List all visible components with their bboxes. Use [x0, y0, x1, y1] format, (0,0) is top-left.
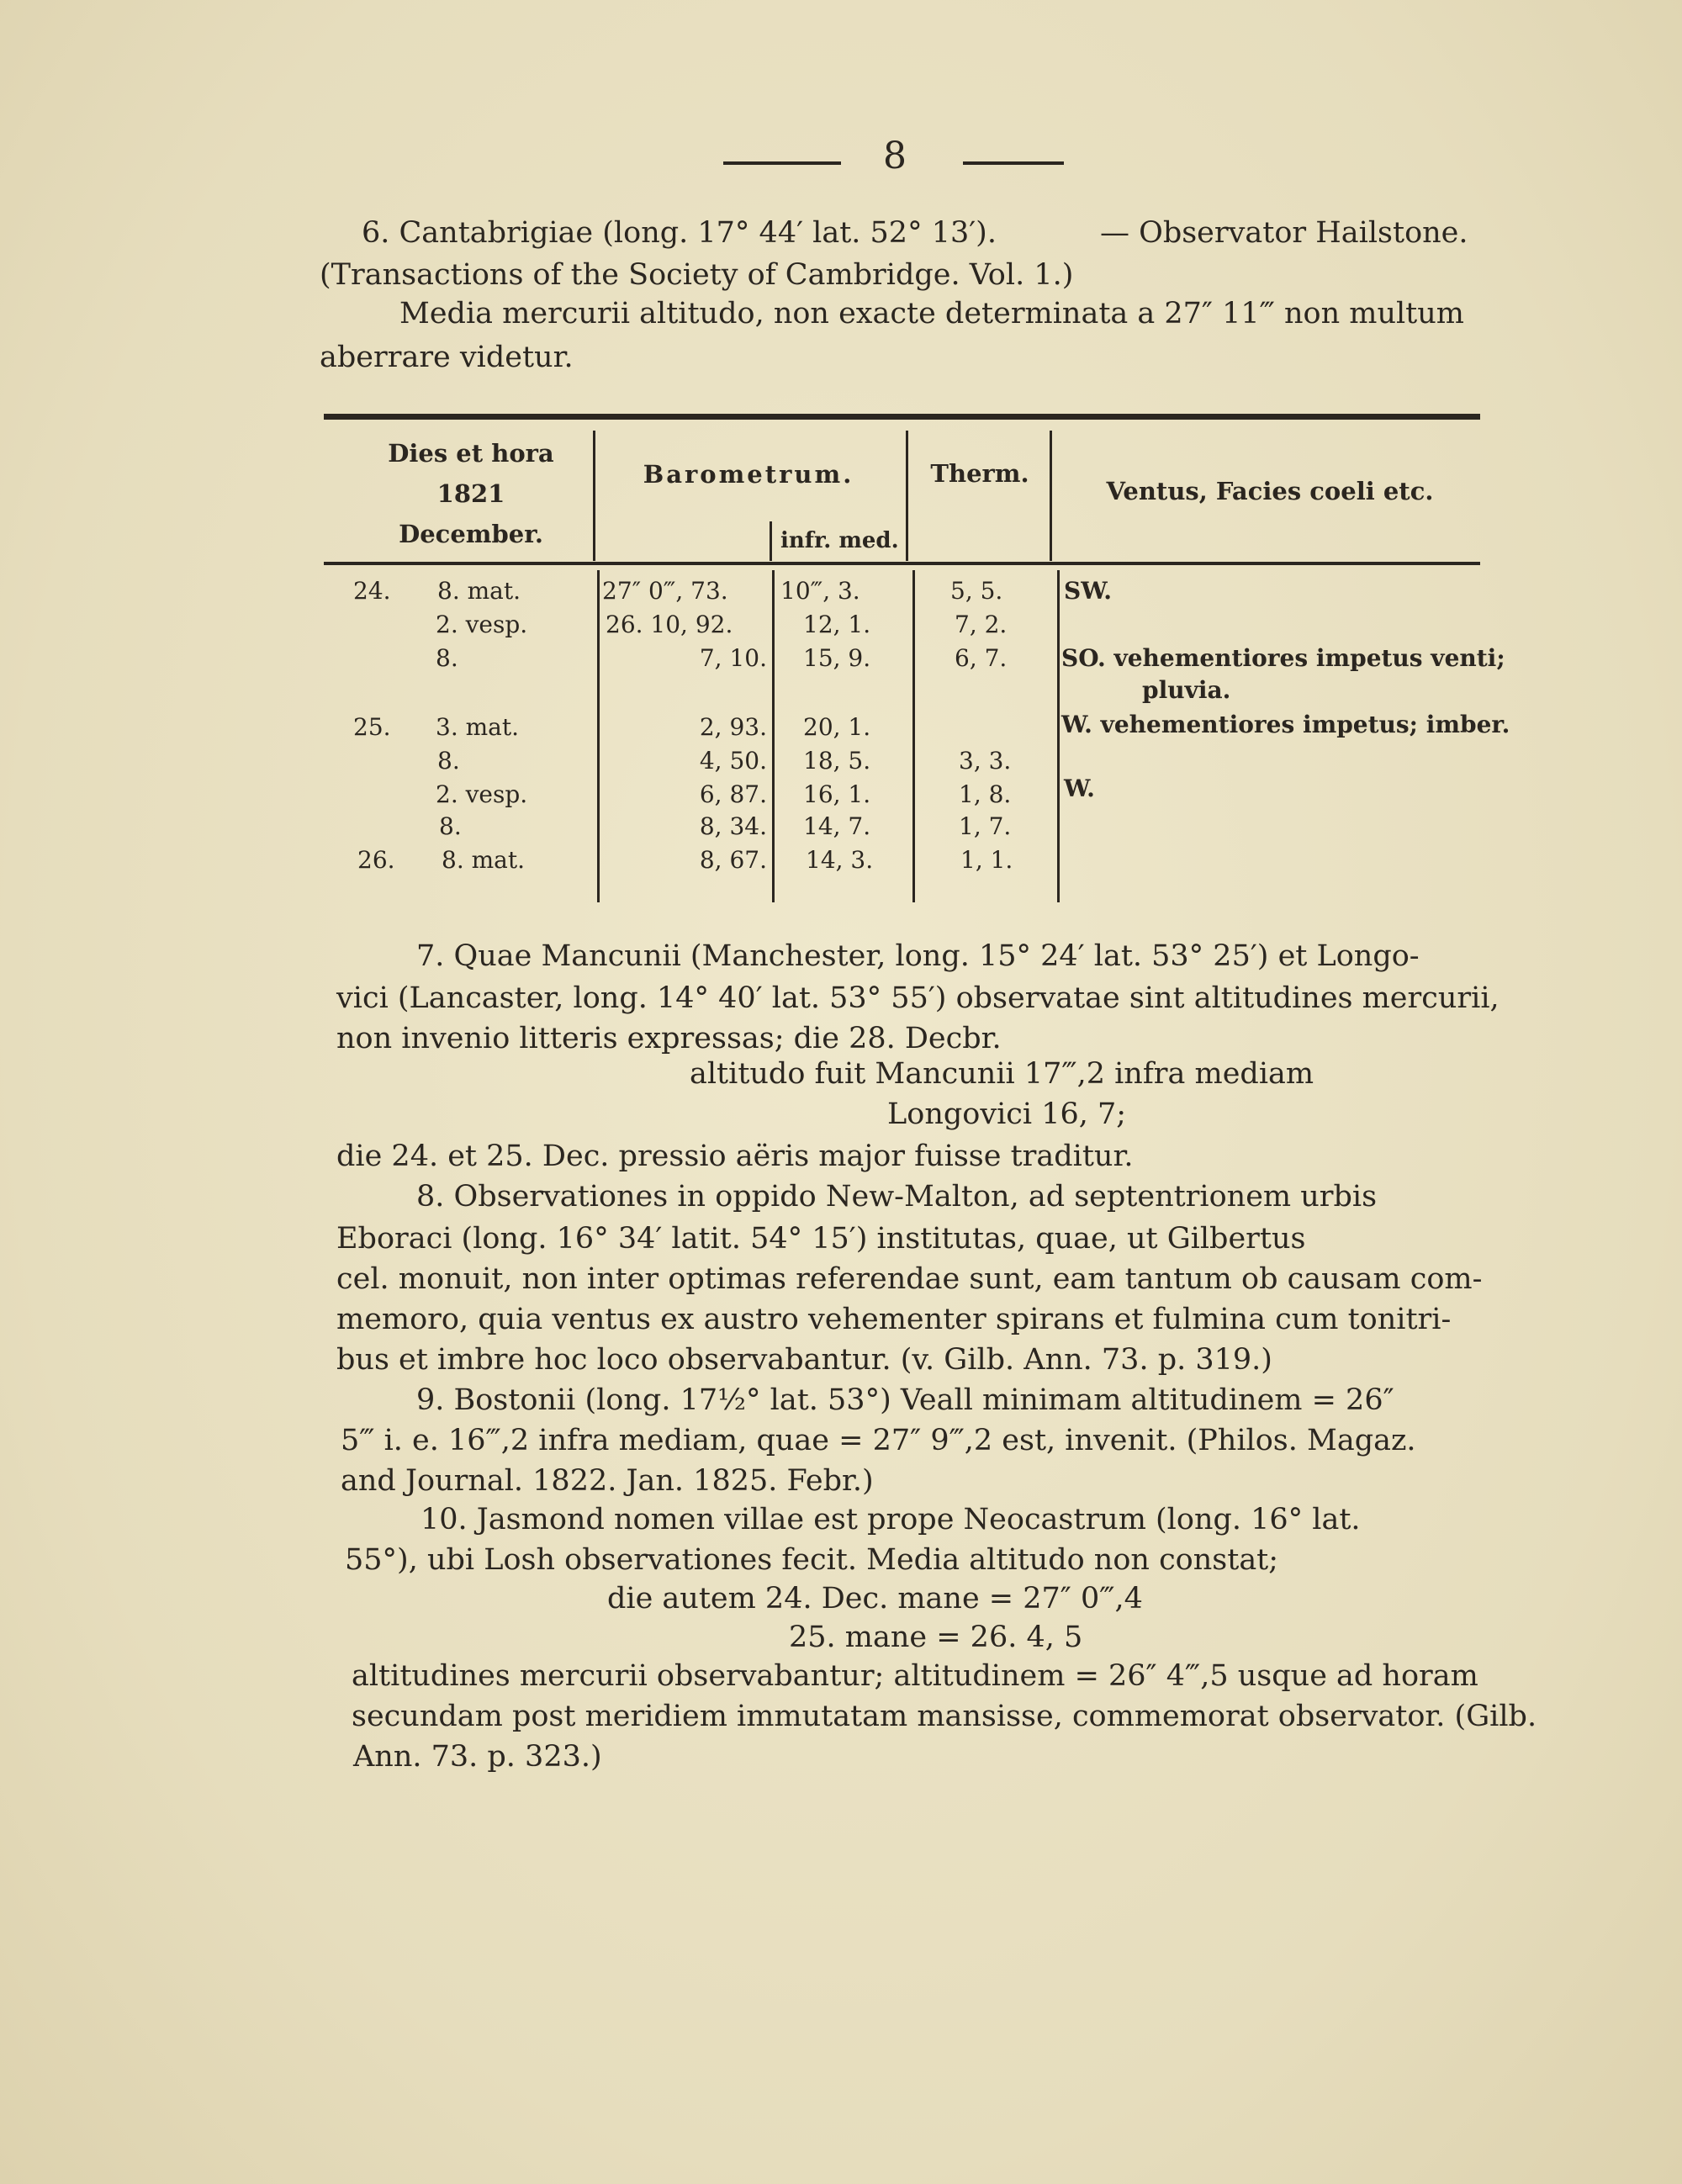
table-row-3-wind: SO. vehementiores impetus venti;: [1061, 644, 1505, 672]
table-row-7-infr: 16, 1.: [803, 780, 871, 808]
section10-line5: altitudines mercurii observabantur; altitudinem = 26″ 4‴,5 usque ad horam: [352, 1659, 1478, 1693]
header-day-3: December.: [399, 520, 543, 548]
table-row-5-baro: 2, 93.: [699, 713, 767, 741]
section8-line2: Eboraci (long. 16° 34′ latit. 54° 15′) institutas, quae, ut Gilbertus: [336, 1222, 1306, 1256]
table-row-2-infr: 12, 1.: [803, 611, 871, 638]
section6-line1a: 6. Cantabrigiae (long. 17° 44′ lat. 52° 13′).: [362, 216, 997, 250]
header-infr-med: infr. med.: [780, 528, 899, 553]
section8-line1: 8. Observationes in oppido New-Malton, ad septentrionem urbis: [416, 1180, 1378, 1214]
table-row-3-infr: 15, 9.: [803, 644, 871, 672]
header-day-2: 1821: [436, 479, 505, 508]
table-row-1-infr: 10‴, 3.: [780, 577, 860, 605]
section6-line1b: — Observator Hailstone.: [1100, 216, 1468, 250]
body-divider-4: [1057, 570, 1060, 902]
section10-line3: die autem 24. Dec. mane = 27″ 0‴,4: [607, 1582, 1143, 1616]
table-row-7-wind: W.: [1064, 775, 1095, 802]
section7-line4: altitudo fuit Mancunii 17‴,2 infra mediam: [690, 1057, 1314, 1091]
table-header-rule: [324, 562, 1480, 565]
table-row-1-hour: 8. mat.: [437, 577, 521, 605]
section10-line1: 10. Jasmond nomen villae est prope Neocastrum (long. 16° lat.: [420, 1503, 1361, 1536]
section9-line1: 9. Bostonii (long. 17½° lat. 53°) Veall minimam altitudinem = 26″: [416, 1383, 1394, 1417]
header-barometrum: Barometrum.: [643, 460, 854, 489]
body-divider-3: [912, 570, 915, 902]
section7-line6: die 24. et 25. Dec. pressio aëris major fuisse traditur.: [336, 1140, 1134, 1173]
section10-line6: secundam post meridiem immutatam mansisse, commemorat observator. (Gilb.: [352, 1700, 1537, 1733]
section10-line7: Ann. 73. p. 323.): [353, 1740, 602, 1774]
table-row-3-baro: 7, 10.: [699, 644, 767, 672]
table-row-8-baro: 8, 34.: [699, 812, 767, 840]
section7-line2: vici (Lancaster, long. 14° 40′ lat. 53° 55′) observatae sint altitudines mercurii,: [336, 981, 1500, 1015]
header-baro-sub-divider: [770, 521, 772, 561]
table-row-7-therm: 1, 8.: [959, 780, 1012, 808]
table-row-9-infr: 14, 3.: [806, 846, 874, 874]
section7-line3: non invenio litteris expressas; die 28. Decbr.: [336, 1022, 1002, 1055]
table-row-8-hour: 8.: [439, 812, 462, 840]
body-divider-1: [597, 570, 600, 902]
table-row-1-therm: 5, 5.: [950, 577, 1003, 605]
body-divider-2: [772, 570, 775, 902]
table-row-6-hour: 8.: [437, 747, 460, 775]
header-day-1: Dies et hora: [388, 439, 554, 468]
section6-line3: Media mercurii altitudo, non exacte determinata a 27″ 11‴ non multum: [399, 297, 1464, 331]
section9-line3: and Journal. 1822. Jan. 1825. Febr.): [341, 1464, 874, 1498]
section8-line4: memoro, quia ventus ex austro vehementer spirans et fulmina cum tonitri-: [336, 1303, 1452, 1336]
section9-line2: 5‴ i. e. 16‴,2 infra mediam, quae = 27″ 9‴,2 est, invenit. (Philos. Magaz.: [341, 1424, 1416, 1457]
table-row-8-infr: 14, 7.: [803, 812, 871, 840]
table-row-3-therm: 6, 7.: [955, 644, 1008, 672]
table-row-9-day: 26.: [357, 846, 395, 874]
page-number: 8: [883, 135, 907, 177]
table-row-7-hour: 2. vesp.: [436, 780, 528, 808]
section10-line2: 55°), ubi Losh observationes fecit. Media altitudo non constat;: [345, 1543, 1279, 1577]
table-row-6-baro: 4, 50.: [699, 747, 767, 775]
table-row-5-infr: 20, 1.: [803, 713, 871, 741]
header-divider-3: [1050, 431, 1052, 561]
table-row-9-hour: 8. mat.: [442, 846, 526, 874]
table-row-5-day: 25.: [353, 713, 391, 741]
section7-line1: 7. Quae Mancunii (Manchester, long. 15° 24′ lat. 53° 25′) et Longo-: [416, 939, 1420, 973]
table-row-2-baro: 26. 10, 92.: [606, 611, 733, 638]
section6-line2: (Transactions of the Society of Cambridge. Vol. 1.): [320, 258, 1074, 292]
section8-line3: cel. monuit, non inter optimas referendae sunt, eam tantum ob causam com-: [336, 1262, 1483, 1296]
table-row-6-infr: 18, 5.: [803, 747, 871, 775]
table-row-3-hour: 8.: [436, 644, 458, 672]
section6-line4: aberrare videtur.: [320, 341, 574, 374]
table-row-1-day: 24.: [353, 577, 391, 605]
page-number-rule-right: [963, 161, 1064, 165]
section10-line4: 25. mane = 26. 4, 5: [789, 1621, 1083, 1654]
table-row-1-wind: SW.: [1064, 577, 1113, 605]
table-row-6-therm: 3, 3.: [959, 747, 1012, 775]
header-divider-1: [593, 431, 595, 561]
table-row-2-therm: 7, 2.: [955, 611, 1008, 638]
header-ventus: Ventus, Facies coeli etc.: [1106, 477, 1434, 505]
table-row-5-wind: W. vehementiores impetus; imber.: [1061, 711, 1510, 738]
table-row-7-baro: 6, 87.: [699, 780, 767, 808]
table-row-2-hour: 2. vesp.: [436, 611, 528, 638]
section8-line5: bus et imbre hoc loco observabantur. (v. Gilb. Ann. 73. p. 319.): [336, 1343, 1272, 1377]
page-number-rule-left: [723, 161, 841, 165]
table-row-5-hour: 3. mat.: [436, 713, 520, 741]
table-row-8-therm: 1, 7.: [959, 812, 1012, 840]
table-row-1-baro: 27″ 0‴, 73.: [602, 577, 728, 605]
table-row-9-therm: 1, 1.: [960, 846, 1013, 874]
header-therm: Therm.: [930, 459, 1029, 488]
table-row-4-wind: pluvia.: [1142, 676, 1231, 704]
header-divider-2: [906, 431, 908, 561]
table-row-9-baro: 8, 67.: [699, 846, 767, 874]
section7-line5: Longovici 16, 7;: [887, 1097, 1127, 1131]
table-top-rule: [324, 414, 1480, 420]
